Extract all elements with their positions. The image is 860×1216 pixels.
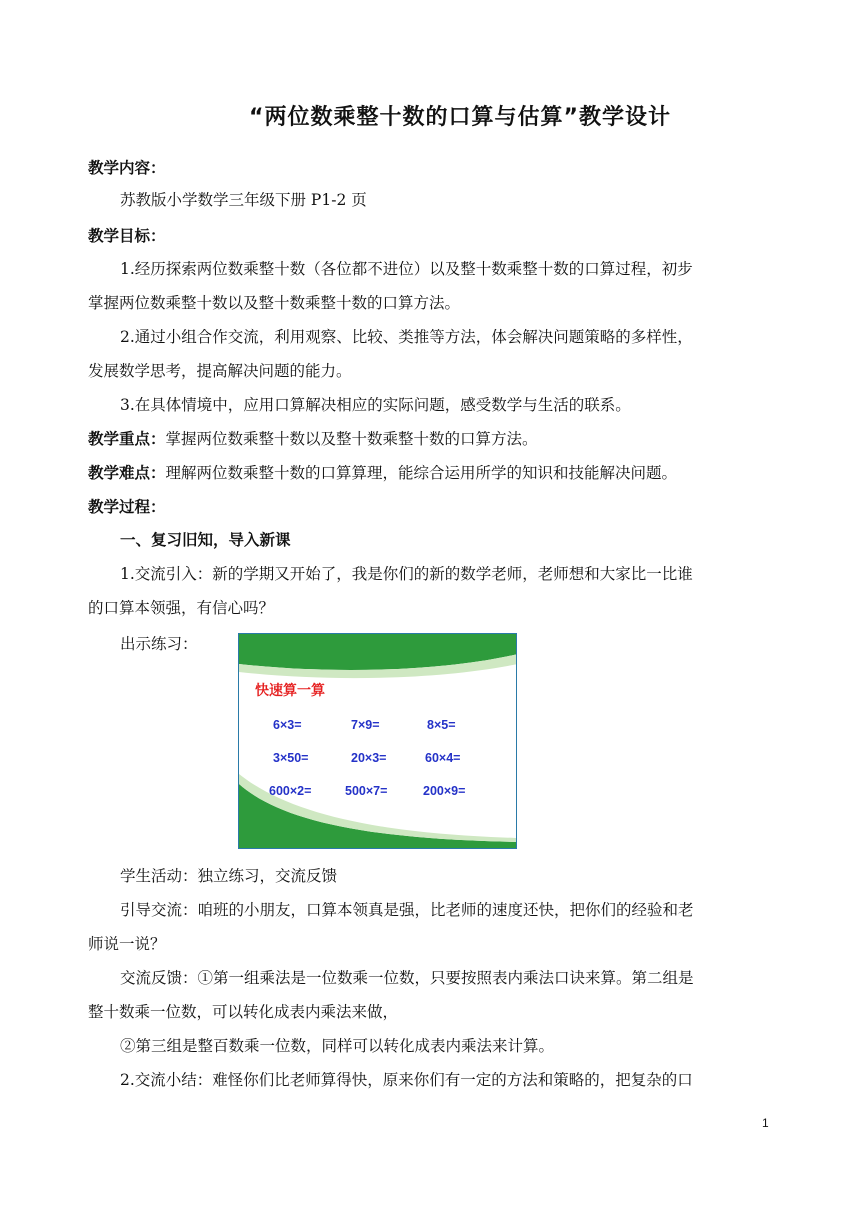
goal-2-line-2: 发展数学思考，提高解决问题的能力。 — [88, 362, 352, 380]
expr-60x4: 60×4= — [425, 751, 461, 765]
goals-heading: 教学目标： — [88, 227, 166, 245]
student-activity: 学生活动：独立练习，交流反馈 — [120, 867, 338, 885]
summary-line: 2.交流小结：难怪你们比老师算得快，原来你们有一定的方法和策略的，把复杂的口 — [120, 1071, 693, 1089]
guide-line-1: 引导交流：咱班的小朋友，口算本领真是强，比老师的速度还快，把你们的经验和老 — [120, 901, 694, 919]
goal-2-line-1: 2.通过小组合作交流，利用观察、比较、类推等方法，体会解决问题策略的多样性， — [120, 328, 693, 346]
difficulty-point — [88, 463, 778, 483]
practice-slide-image — [238, 633, 517, 849]
show-practice-label: 出示练习： — [120, 635, 198, 653]
expr-3x50: 3×50= — [273, 751, 309, 765]
content-heading: 教学内容： — [88, 159, 166, 177]
expr-500x7: 500×7= — [345, 784, 388, 798]
goal-3: 3.在具体情境中，应用口算解决相应的实际问题，感受数学与生活的联系。 — [120, 396, 631, 414]
paragraph-1-line-2: 的口算本领强，有信心吗？ — [88, 599, 275, 617]
expr-200x9: 200×9= — [423, 784, 466, 798]
key-text: 掌握两位数乘整十数以及整十数乘整十数的口算方法。 — [165, 430, 538, 448]
expr-7x9: 7×9= — [351, 718, 380, 732]
feedback-line-3: ②第三组是整百数乘一位数，同样可以转化成表内乘法来计算。 — [120, 1037, 555, 1055]
content-text: 苏教版小学数学三年级下册 P1-2 页 — [120, 191, 367, 209]
feedback-line-2: 整十数乘一位数，可以转化成表内乘法来做， — [88, 1003, 399, 1021]
key-point — [88, 429, 778, 449]
slide-background — [239, 634, 517, 849]
slide-title: 快速算一算 — [255, 683, 325, 699]
expr-20x3: 20×3= — [351, 751, 387, 765]
goal-1-line-1: 1.经历探索两位数乘整十数（各位都不进位）以及整十数乘整十数的口算过程，初步 — [120, 260, 693, 278]
feedback-line-1: 交流反馈：①第一组乘法是一位数乘一位数，只要按照表内乘法口诀来算。第二组是 — [120, 969, 694, 987]
section-1-heading: 一、复习旧知，导入新课 — [120, 531, 291, 549]
key-heading: 教学重点： — [88, 430, 166, 448]
expr-8x5: 8×5= — [427, 718, 456, 732]
guide-line-2: 师说一说？ — [88, 935, 166, 953]
difficulty-heading: 教学难点： — [88, 464, 166, 482]
paragraph-1-line-1: 1.交流引入：新的学期又开始了，我是你们的新的数学老师，老师想和大家比一比谁 — [120, 565, 693, 583]
difficulty-text: 理解两位数乘整十数的口算算理，能综合运用所学的知识和技能解决问题。 — [165, 464, 678, 482]
goal-1-line-2: 掌握两位数乘整十数以及整十数乘整十数的口算方法。 — [88, 294, 461, 312]
expr-600x2: 600×2= — [269, 784, 312, 798]
expr-6x3: 6×3= — [273, 718, 302, 732]
document-title: “两位数乘整十数的口算与估算”教学设计 — [249, 105, 671, 130]
page-number: 1 — [762, 1116, 769, 1130]
process-heading: 教学过程： — [88, 498, 166, 516]
